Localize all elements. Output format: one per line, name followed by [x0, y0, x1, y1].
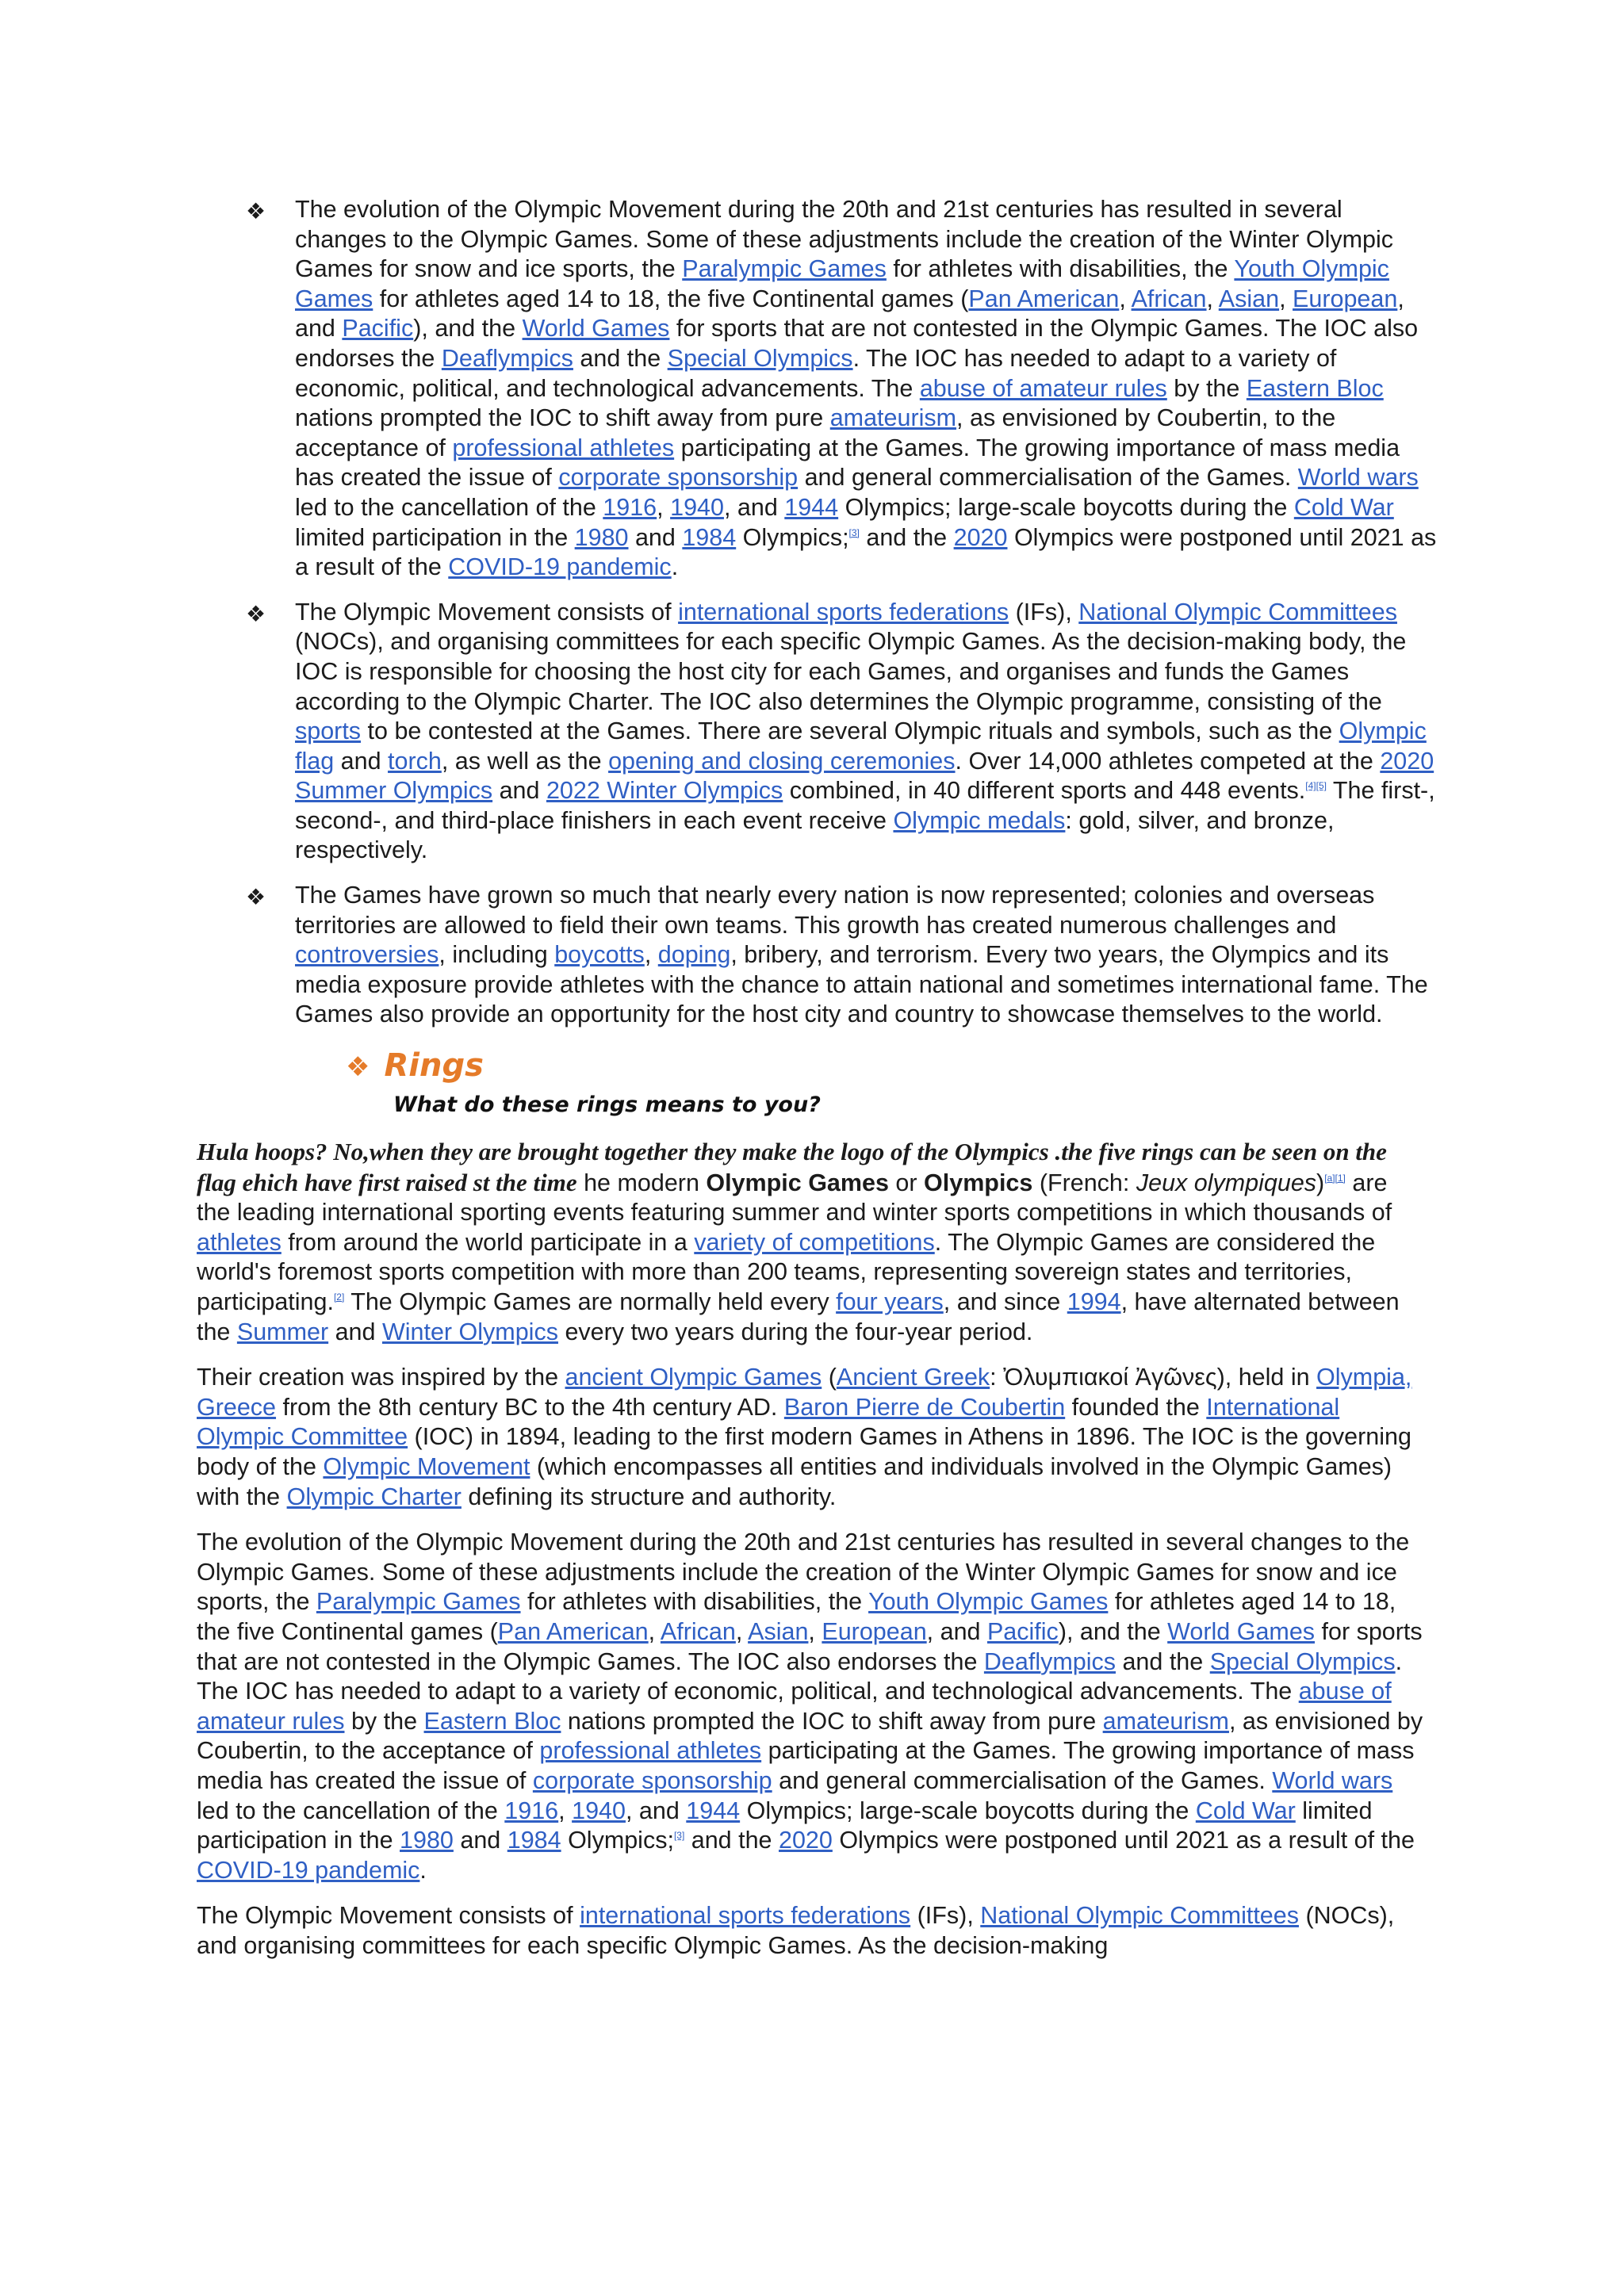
- link-special-olympics[interactable]: Special Olympics: [1209, 1647, 1396, 1675]
- link-four-years[interactable]: four years: [836, 1288, 944, 1315]
- link-athletes[interactable]: athletes: [197, 1228, 282, 1256]
- text: , as well as the: [441, 747, 609, 775]
- text: are the leading international sporting events featuring summer and winter sports competitions in which thousands of: [197, 1169, 1392, 1226]
- text: (NOCs), and organising committees for each specific Olympic Games. As the decision-making body, the IOC is responsible for choosing the host city for each Games, and organises and funds the Games according to the Olympic Charter. The IOC also determines the Olympic programme, consisting of the: [295, 628, 1407, 715]
- text: The Olympic Games are normally held every: [344, 1288, 837, 1315]
- link-variety-of-competitions[interactable]: variety of competitions: [694, 1228, 935, 1256]
- text: , as envisioned by Coubertin, to the acceptance of: [295, 404, 1336, 461]
- text: ,: [1279, 285, 1293, 312]
- link-ancient-olympic-games[interactable]: ancient Olympic Games: [565, 1364, 822, 1391]
- link-amateurism[interactable]: amateurism: [829, 404, 957, 432]
- link-1984[interactable]: 1984: [682, 523, 737, 551]
- link-world-wars[interactable]: World wars: [1272, 1766, 1393, 1794]
- text: (IFs),: [910, 1902, 981, 1930]
- lead-text: Hula hoops? No,when they are brought together they make the logo of the Olympics .the five rings can be seen on the flag ehich have first raised st the time: [197, 1138, 1387, 1196]
- citation-link[interactable]: [5]: [1316, 780, 1327, 792]
- link-olympic-flag[interactable]: Olympic flag: [295, 718, 1427, 775]
- link-abuse-of-amateur-rules[interactable]: abuse of amateur rules: [197, 1678, 1392, 1735]
- text: The Olympic Movement consists of: [197, 1902, 580, 1930]
- link-asian[interactable]: Asian: [748, 1617, 809, 1645]
- link-deaflympics[interactable]: Deaflympics: [983, 1647, 1116, 1675]
- link-cold-war[interactable]: Cold War: [1195, 1797, 1296, 1824]
- text: .: [671, 553, 679, 581]
- text: led to the cancellation of the: [197, 1797, 505, 1824]
- text: (: [822, 1364, 837, 1391]
- link-abuse-of-amateur-rules[interactable]: abuse of amateur rules: [919, 374, 1167, 402]
- text: . The IOC has needed to adapt to a variety of economic, political, and technological advancements. The: [197, 1647, 1403, 1705]
- text: or: [888, 1169, 925, 1196]
- link-eastern-bloc[interactable]: Eastern Bloc: [1246, 374, 1384, 402]
- text: and: [328, 1318, 382, 1345]
- text: ,: [808, 1617, 822, 1645]
- link-eastern-bloc[interactable]: Eastern Bloc: [423, 1707, 561, 1735]
- link-international-sports-federations[interactable]: international sports federations: [678, 598, 1009, 626]
- text: .: [419, 1856, 427, 1884]
- link-ancient-greek[interactable]: Ancient Greek: [836, 1364, 990, 1391]
- link-olympic-charter[interactable]: Olympic Charter: [286, 1483, 462, 1510]
- text: for sports that are not contested in the Olympic Games. The IOC also endorses the: [197, 1617, 1423, 1675]
- text: for athletes aged 14 to 18, the five Continental games (: [373, 285, 969, 312]
- citation-link[interactable]: [a]: [1324, 1172, 1335, 1184]
- citation-link[interactable]: [1]: [1335, 1172, 1346, 1184]
- text: Olympics were postponed until 2021 as a result of the: [295, 523, 1437, 581]
- text: for athletes aged 14 to 18, the five Continental games (: [197, 1588, 1396, 1645]
- text: and: [453, 1827, 508, 1854]
- text: combined, in 40 different sports and 448 events.: [783, 777, 1306, 805]
- link-doping[interactable]: doping: [657, 941, 731, 969]
- text: and general commercialisation of the Games.: [798, 464, 1298, 492]
- body-paragraph: [197, 1363, 1427, 1512]
- bold-text: Olympics: [924, 1169, 1033, 1196]
- diamond-bullet-icon: ❖: [346, 1051, 370, 1084]
- text: ), and the: [1058, 1617, 1168, 1645]
- text: founded the: [1065, 1393, 1207, 1421]
- text: nations prompted the IOC to shift away from pure: [561, 1707, 1103, 1735]
- text: Olympics;: [736, 523, 849, 551]
- text: ,: [648, 1617, 661, 1645]
- text: Olympics;: [561, 1827, 674, 1854]
- link-youth-olympic-games[interactable]: Youth Olympic Games: [295, 255, 1389, 312]
- link-paralympic-games[interactable]: Paralympic Games: [682, 255, 887, 283]
- section-heading-text: Rings: [384, 1047, 484, 1085]
- link-2020[interactable]: 2020: [953, 523, 1008, 551]
- link-1980[interactable]: 1980: [574, 523, 629, 551]
- link-torch[interactable]: torch: [388, 747, 442, 775]
- link-paralympic-games[interactable]: Paralympic Games: [316, 1588, 521, 1616]
- text: The Games have grown so much that nearly every nation is now represented; colonies and overseas territories are allowed to field their own teams. This growth has created numerous challenges and: [295, 882, 1375, 939]
- link-boycotts[interactable]: boycotts: [554, 941, 645, 969]
- link-national-olympic-committees[interactable]: National Olympic Committees: [1078, 598, 1397, 626]
- body-paragraph: [197, 1528, 1427, 1885]
- diamond-bullet-icon: ❖: [246, 601, 266, 626]
- link-olympic-medals[interactable]: Olympic medals: [893, 806, 1066, 834]
- text: (NOCs), and organising committees for each specific Olympic Games. As the decision-making: [197, 1902, 1395, 1959]
- text: limited participation in the: [197, 1797, 1373, 1854]
- link-2020-summer-olympics[interactable]: 2020 Summer Olympics: [295, 747, 1434, 805]
- text: The Olympic Movement consists of: [295, 598, 679, 626]
- text: , as envisioned by Coubertin, to the acceptance of: [197, 1707, 1423, 1765]
- link-covid-19-pandemic[interactable]: COVID-19 pandemic: [448, 553, 672, 581]
- link-1940[interactable]: 1940: [670, 493, 724, 521]
- link-deaflympics[interactable]: Deaflympics: [441, 344, 573, 372]
- bullet-item: [246, 598, 1437, 866]
- body-paragraph: [197, 1901, 1427, 1961]
- link-baron-pierre-de-coubertin[interactable]: Baron Pierre de Coubertin: [783, 1393, 1066, 1421]
- text: . Over 14,000 athletes competed at the: [955, 747, 1381, 775]
- citation-link[interactable]: [3]: [673, 1830, 685, 1842]
- text: and general commercialisation of the Games.: [772, 1766, 1273, 1794]
- link-international-sports-federations[interactable]: international sports federations: [580, 1902, 911, 1930]
- text: : gold, silver, and bronze, respectively.: [295, 806, 1335, 864]
- link-pan-american[interactable]: Pan American: [497, 1617, 649, 1645]
- link-corporate-sponsorship[interactable]: corporate sponsorship: [532, 1766, 772, 1794]
- link-corporate-sponsorship[interactable]: corporate sponsorship: [558, 464, 799, 492]
- text: Olympics; large-scale boycotts during the: [838, 493, 1294, 521]
- text: for athletes with disabilities, the: [886, 255, 1235, 283]
- link-1940[interactable]: 1940: [572, 1797, 626, 1824]
- link-special-olympics[interactable]: Special Olympics: [667, 344, 853, 372]
- text: , and since: [943, 1288, 1067, 1315]
- text: for athletes with disabilities, the: [520, 1588, 869, 1616]
- link-national-olympic-committees[interactable]: National Olympic Committees: [980, 1902, 1299, 1930]
- link-1916[interactable]: 1916: [603, 493, 657, 521]
- text: . The IOC has needed to adapt to a variety of economic, political, and technological advancements. The: [295, 344, 1337, 402]
- link-world-wars[interactable]: World wars: [1297, 464, 1419, 492]
- section-heading: [346, 1045, 1624, 1088]
- link-pacific[interactable]: Pacific: [986, 1617, 1059, 1645]
- text: limited participation in the: [295, 523, 575, 551]
- text: , including: [439, 941, 555, 969]
- text: Olympics were postponed until 2021 as a result of the: [832, 1827, 1415, 1854]
- body-paragraph: [197, 1137, 1427, 1347]
- text: for sports that are not contested in the Olympic Games. The IOC also endorses the: [295, 315, 1419, 372]
- text: and: [334, 747, 389, 775]
- text: and: [492, 777, 546, 805]
- link-professional-athletes[interactable]: professional athletes: [539, 1737, 762, 1765]
- text: he modern: [576, 1169, 707, 1196]
- text: ,: [1119, 285, 1132, 312]
- text: ,: [657, 493, 671, 521]
- link-covid-19-pandemic[interactable]: COVID-19 pandemic: [197, 1856, 420, 1884]
- link-summer[interactable]: Summer: [236, 1318, 329, 1345]
- text: nations prompted the IOC to shift away from pure: [295, 404, 830, 432]
- text: . The Olympic Games are considered the world's foremost sports competition with more than 200 teams, representing sovereign states and territories, participating.: [197, 1228, 1376, 1315]
- link-cold-war[interactable]: Cold War: [1293, 493, 1394, 521]
- text: Olympics; large-scale boycotts during the: [740, 1797, 1196, 1824]
- link-pacific[interactable]: Pacific: [342, 315, 414, 342]
- link-pan-american[interactable]: Pan American: [968, 285, 1120, 312]
- link-international-olympic-committee[interactable]: International Olympic Committee: [197, 1393, 1340, 1451]
- text: , and: [295, 285, 1404, 342]
- citation-link[interactable]: [2]: [333, 1292, 345, 1303]
- link-youth-olympic-games[interactable]: Youth Olympic Games: [868, 1588, 1109, 1616]
- text: and: [628, 523, 683, 551]
- link-african[interactable]: African: [660, 1617, 736, 1645]
- diamond-bullet-icon: ❖: [246, 199, 266, 224]
- link-amateurism[interactable]: amateurism: [1102, 1707, 1229, 1735]
- link-opening-and-closing-ceremonies[interactable]: opening and closing ceremonies: [608, 747, 956, 775]
- link-1984[interactable]: 1984: [507, 1827, 561, 1854]
- text: and the: [859, 523, 954, 551]
- text: from the 8th century BC to the 4th century AD.: [276, 1393, 784, 1421]
- text: to be contested at the Games. There are several Olympic rituals and symbols, such as the: [361, 718, 1339, 745]
- link-european[interactable]: European: [822, 1617, 927, 1645]
- link-1980[interactable]: 1980: [400, 1827, 454, 1854]
- citation-link[interactable]: [3]: [848, 526, 860, 538]
- text: participating at the Games. The growing importance of mass media has created the issue of: [295, 434, 1400, 492]
- link-sports[interactable]: sports: [295, 718, 362, 745]
- section-subheading: What do these rings means to you?: [393, 1093, 821, 1118]
- text: ,: [558, 1797, 573, 1824]
- link-1994[interactable]: 1994: [1067, 1288, 1121, 1315]
- text: ,: [1206, 285, 1219, 312]
- text: ), and the: [413, 315, 523, 342]
- text: ,: [644, 941, 658, 969]
- text: (IFs),: [1009, 598, 1079, 626]
- link-world-games[interactable]: World Games: [1167, 1617, 1316, 1645]
- link-1944[interactable]: 1944: [784, 493, 839, 521]
- link-olympic-movement[interactable]: Olympic Movement: [323, 1452, 530, 1480]
- link-controversies[interactable]: controversies: [295, 941, 439, 969]
- text: , and: [723, 493, 785, 521]
- text: defining its structure and authority.: [461, 1483, 837, 1510]
- text: led to the cancellation of the: [295, 493, 603, 521]
- bullet-list: [0, 195, 1624, 1030]
- text: and the: [684, 1827, 779, 1854]
- link-winter-olympics[interactable]: Winter Olympics: [381, 1318, 558, 1345]
- link-1944[interactable]: 1944: [686, 1797, 741, 1824]
- text: The evolution of the Olympic Movement during the 20th and 21st centuries has resulted in several changes to the Olympic Games. Some of these adjustments include the creation of the Winter Olympic Games for snow and ice sports, the: [197, 1529, 1410, 1616]
- text: (French:: [1032, 1169, 1136, 1196]
- text: participating at the Games. The growing importance of mass media has created the issue of: [197, 1737, 1415, 1794]
- text: from around the world participate in a: [281, 1228, 695, 1256]
- text: Their creation was inspired by the: [197, 1364, 565, 1391]
- text: , bribery, and terrorism. Every two years, the Olympics and its media exposure provide athletes with the chance to attain national and sometimes international fame. The Games also provide an opportunity for the host city and country to showcase themselves to the world.: [295, 941, 1428, 1028]
- bold-text: Olympic Games: [706, 1169, 889, 1196]
- diamond-bullet-icon: ❖: [246, 885, 266, 910]
- bullet-item: [246, 881, 1437, 1030]
- text: (IOC) in 1894, leading to the first modern Games in Athens in 1896. The IOC is the governing body of the: [197, 1423, 1411, 1480]
- link-asian[interactable]: Asian: [1218, 285, 1280, 312]
- link-2022-winter-olympics[interactable]: 2022 Winter Olympics: [546, 777, 783, 805]
- text: The first-, second-, and third-place finishers in each event receive: [295, 777, 1435, 834]
- link-professional-athletes[interactable]: professional athletes: [452, 434, 675, 461]
- italic-text: Jeux olympiques: [1136, 1169, 1317, 1196]
- text: every two years during the four-year period.: [557, 1318, 1033, 1345]
- link-african[interactable]: African: [1131, 285, 1207, 312]
- text: by the: [1166, 374, 1247, 402]
- text: , have alternated between the: [197, 1288, 1400, 1345]
- text: : Ὀλυμπιακοί Ἀγῶνες), held in: [990, 1364, 1317, 1391]
- link-world-games[interactable]: World Games: [522, 315, 670, 342]
- text: and the: [1116, 1647, 1210, 1675]
- link-european[interactable]: European: [1293, 285, 1398, 312]
- link-1916[interactable]: 1916: [504, 1797, 559, 1824]
- link-2020[interactable]: 2020: [779, 1827, 833, 1854]
- text: The evolution of the Olympic Movement during the 20th and 21st centuries has resulted in several changes to the Olympic Games. Some of these adjustments include the creation of the Winter Olympic Games for snow and ice sports, the: [295, 196, 1394, 283]
- text: , and: [625, 1797, 687, 1824]
- link-olympia-greece[interactable]: Olympia, Greece: [197, 1364, 1412, 1421]
- text: , and: [926, 1617, 987, 1645]
- citation-link[interactable]: [4]: [1305, 780, 1316, 792]
- text: ): [1316, 1169, 1325, 1196]
- bullet-item: [246, 195, 1437, 583]
- text: and the: [573, 344, 668, 372]
- text: (which encompasses all entities and individuals involved in the Olympic Games) with the: [197, 1452, 1392, 1510]
- text: by the: [344, 1707, 424, 1735]
- text: ,: [735, 1617, 749, 1645]
